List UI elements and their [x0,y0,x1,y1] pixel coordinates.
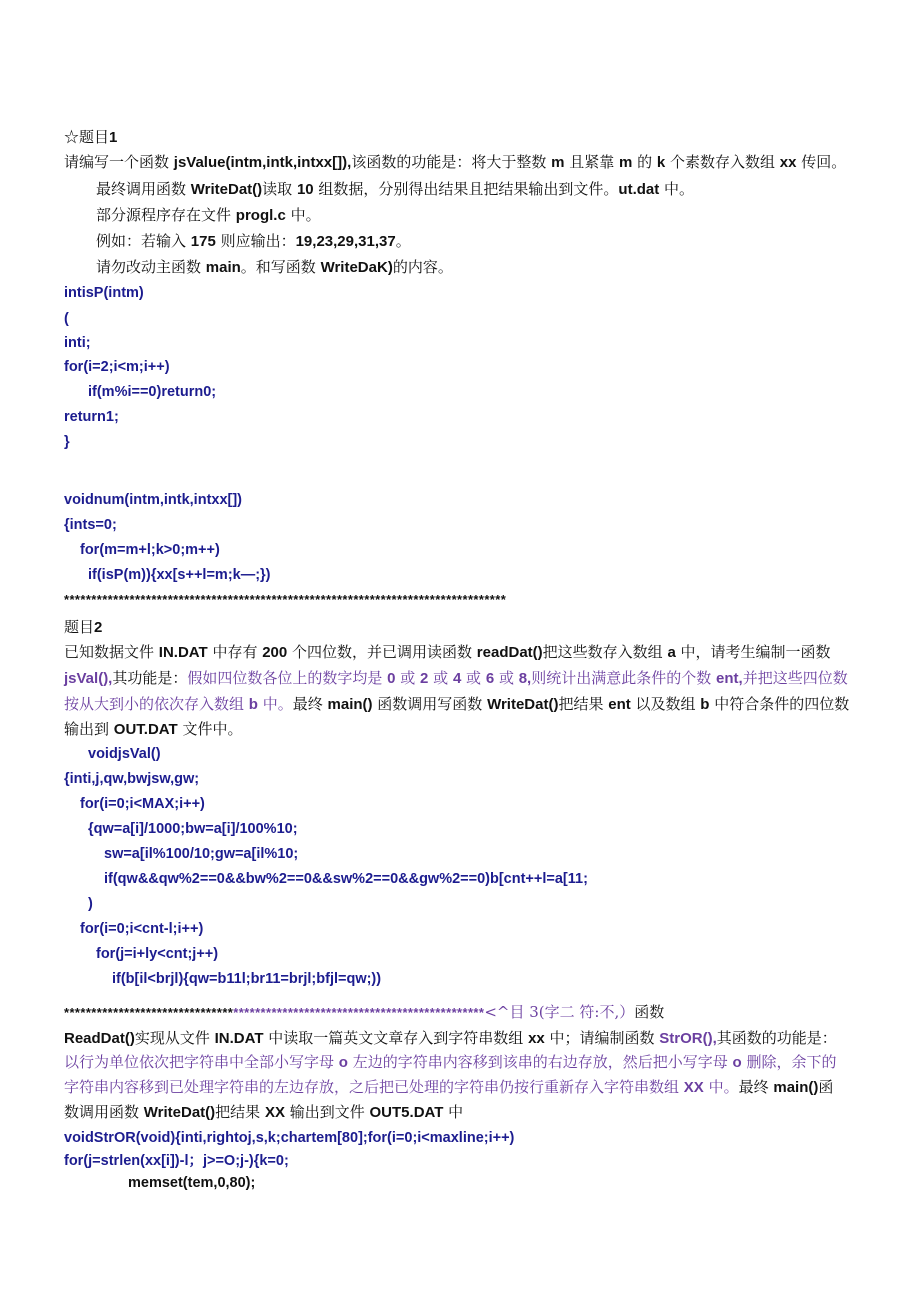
text-code: WriteDat() [143,1104,216,1121]
text: 中。 [659,180,695,198]
q1-para-5 [96,258,453,277]
q2-code-line-6: if(qw&&qw%2==0&&bw%2==0&&sw%2==0&&gw%2==0)b[cnt++l=a[11; [104,871,588,887]
q1-code-line-1: intisP(intm) [64,285,144,301]
text: 或 [428,669,453,687]
text-code: o [338,1054,348,1071]
text: 的 [632,153,657,171]
text: 中。 [285,206,321,224]
text: 函数调用写函数 [372,695,488,713]
text: 或 [494,669,519,687]
text: 则应输出： [215,232,296,250]
q1-para-4 [96,232,411,251]
q3-para-2 [64,1053,836,1072]
text: 则统计出满意此条件的个数 [531,669,717,687]
text: 其函数的功能是： [716,1029,837,1047]
text: 假如四位数各位上的数字均是 [187,669,388,687]
text-code: readDat() [476,644,543,661]
text-code: xx [779,154,797,171]
text: 左边的字符串内容移到该串的右边存放，然后把小写字母 [347,1053,733,1071]
text-code: XX [683,1079,704,1096]
text-code: m [551,154,565,171]
text-code: WriteDaK) [320,259,393,276]
q1-code-line-5: if(m%i==0)return0; [88,384,217,400]
text: 中，请考生编制一函数 [675,643,831,661]
q2-para-4 [64,720,242,739]
text: 或 [395,669,421,687]
text-code: XX [264,1104,285,1121]
q2-code-line-4: {qw=a[i]/1000;bw=a[i]/100%10; [88,821,298,837]
q2-code-line-2: {inti,j,qw,bwjsw,gw; [64,771,200,787]
separator-stars: ******************************* [64,1005,234,1020]
q1-title [64,128,117,147]
text: 传回。 [796,153,847,171]
text: 。和写函数 [240,258,321,276]
text-code: m [618,154,633,171]
text: 读取 [262,180,297,198]
text-code: IN.DAT [158,644,208,661]
text: 文件中。 [177,720,243,738]
q2-code-line-3: for(i=0;i<MAX;i++) [80,796,205,812]
text: 中。 [703,1078,739,1096]
q1-code-line-3: inti; [64,335,91,351]
q1-code-line-2: ( [64,311,69,327]
text: 个素数存入数组 [665,153,780,171]
q2-para-1 [64,643,831,662]
q2-title-prefix: 题目 [64,618,95,636]
q1-code2-line-4: if(isP(m)){xx[s++l=m;k—;}) [88,567,271,583]
text: 中 [443,1103,464,1121]
text-code: ent, [716,670,743,687]
q2-title-num: 2 [94,619,103,636]
text: 该函数的功能是：将大于整数 [351,153,552,171]
text-code: IN.DAT [214,1030,264,1047]
text-code: k [656,154,666,171]
text-code: 10 [296,181,314,198]
q1-code2-line-2: {ints=0; [64,517,117,533]
text-code: StrOR(), [659,1030,717,1047]
text-code: progl.c [235,207,286,224]
text: 。 [395,232,411,250]
q3-para-4 [64,1103,463,1122]
text-code: ut.dat [618,181,660,198]
text: 最终调用函数 [96,180,191,198]
q3-para-3 [64,1078,833,1097]
q1-para-3 [96,206,321,225]
text: 函数 [634,1003,665,1021]
q3-title-garbled: <^目 3(字二 符:不,） [484,1003,635,1021]
text: 中读取一篇英文文章存入到字符串数组 [263,1029,529,1047]
text-code: 4 [452,670,462,687]
q1-code-line-6: return1; [64,409,119,425]
text-code: 2 [420,670,429,687]
text: 把结果 [558,695,609,713]
q1-title-prefix: ☆题目 [64,128,110,146]
q1-code2-line-1: voidnum(intm,intk,intxx[]) [64,492,243,508]
text: 把结果 [215,1103,265,1121]
text: 输出到 [64,720,114,738]
text: 中；请编制函数 [544,1029,660,1047]
text-code: jsValue(intm,intk,intxx[]), [173,154,352,171]
text-code: a [667,644,676,661]
text: 数调用函数 [64,1103,144,1121]
text: 已知数据文件 [64,643,159,661]
text: 请勿改动主函数 [96,258,206,276]
text: 组数据，分别得出结果且把结果输出到文件。 [313,180,619,198]
q3-code-line-2: for(j=strlen(xx[i])-l；j>=O;j-){k=0; [64,1153,289,1169]
text: 其功能是： [112,669,188,687]
text: 个四位数，并已调用读函数 [287,643,477,661]
q3-code-line-3: memset(tem,0,80); [128,1175,256,1191]
text: 中符合条件的四位数 [709,695,850,713]
text-code: 0 [387,670,396,687]
q2-para-3 [64,695,849,714]
text: 中。 [257,695,293,713]
q2-code-line-10: if(b[il<brjl){qw=b11l;br11=brjl;bfjl=qw;)) [112,971,382,987]
text-code: WriteDat() [487,696,559,713]
text: 字符串内容移到已处理字符串的左边存放，之后把已处理的字符串仍按行重新存入字符串数组 [64,1078,684,1096]
separator-stars: ********************************************** [233,1005,485,1020]
text-code: main() [773,1079,819,1096]
q1-para-1 [64,153,846,172]
q2-para-2 [64,669,848,688]
text: 的内容。 [392,258,453,276]
separator-stars: ********************************************************************************* [64,592,507,607]
text: 且紧靠 [564,153,619,171]
text: 中存有 [207,643,263,661]
text: 把这些数存入数组 [542,643,668,661]
text-code: OUT.DAT [113,721,178,738]
text: 输出到文件 [284,1103,370,1121]
q3-header [64,1003,664,1022]
q2-code-line-1: voidjsVal() [88,746,161,762]
text: 删除，余下的 [741,1053,837,1071]
text: 请编写一个函数 [64,153,174,171]
text: 按从大到小的依次存入数组 [64,695,249,713]
text: 以及数组 [630,695,701,713]
text-code: 8, [518,670,532,687]
text-code: xx [528,1030,545,1047]
text-code: main [205,259,241,276]
text-code: ReadDat() [64,1030,135,1047]
text: 部分源程序存在文件 [96,206,236,224]
text-code: b [700,696,710,713]
text-code: o [732,1054,742,1071]
text: 最终 [738,1078,774,1096]
q1-code2-line-3: for(m=m+l;k>0;m++) [80,542,220,558]
text-code: main() [327,696,373,713]
q1-para-2 [96,180,694,199]
text-code: 175 [190,233,216,250]
text-code: OUT5.DAT [369,1104,444,1121]
q2-code-line-5: sw=a[il%100/10;gw=a[il%10; [104,846,299,862]
text-code: b [248,696,258,713]
text: 最终 [292,695,328,713]
text: 并把这些四位数 [742,669,848,687]
text-code: ent [608,696,631,713]
text: 以行为单位依次把字符串中全部小写字母 [64,1053,339,1071]
q2-code-line-7: ) [88,896,93,912]
q2-code-line-9: for(j=i+ly<cnt;j++) [96,946,219,962]
q1-title-num: 1 [109,129,118,146]
q3-para-1 [64,1029,837,1048]
text: 函 [818,1078,834,1096]
q2-title [64,618,102,637]
q2-code-line-8: for(i=0;i<cnt-l;i++) [80,921,204,937]
q3-code-line-1: voidStrOR(void){inti,rightoj,s,k;chartem[80];for(i=0;i<maxline;i++) [64,1130,515,1146]
text-code: WriteDat() [190,181,263,198]
text: 例如：若输入 [96,232,191,250]
text: 或 [461,669,486,687]
text-code: 19,23,29,31,37 [295,233,396,250]
text-code: jsVal(), [64,670,113,687]
text-code: 200 [262,644,288,661]
q1-code-line-4: for(i=2;i<m;i++) [64,359,170,375]
q1-code-line-7: } [64,434,70,450]
text-code: 6 [485,670,495,687]
text: 实现从文件 [134,1029,215,1047]
